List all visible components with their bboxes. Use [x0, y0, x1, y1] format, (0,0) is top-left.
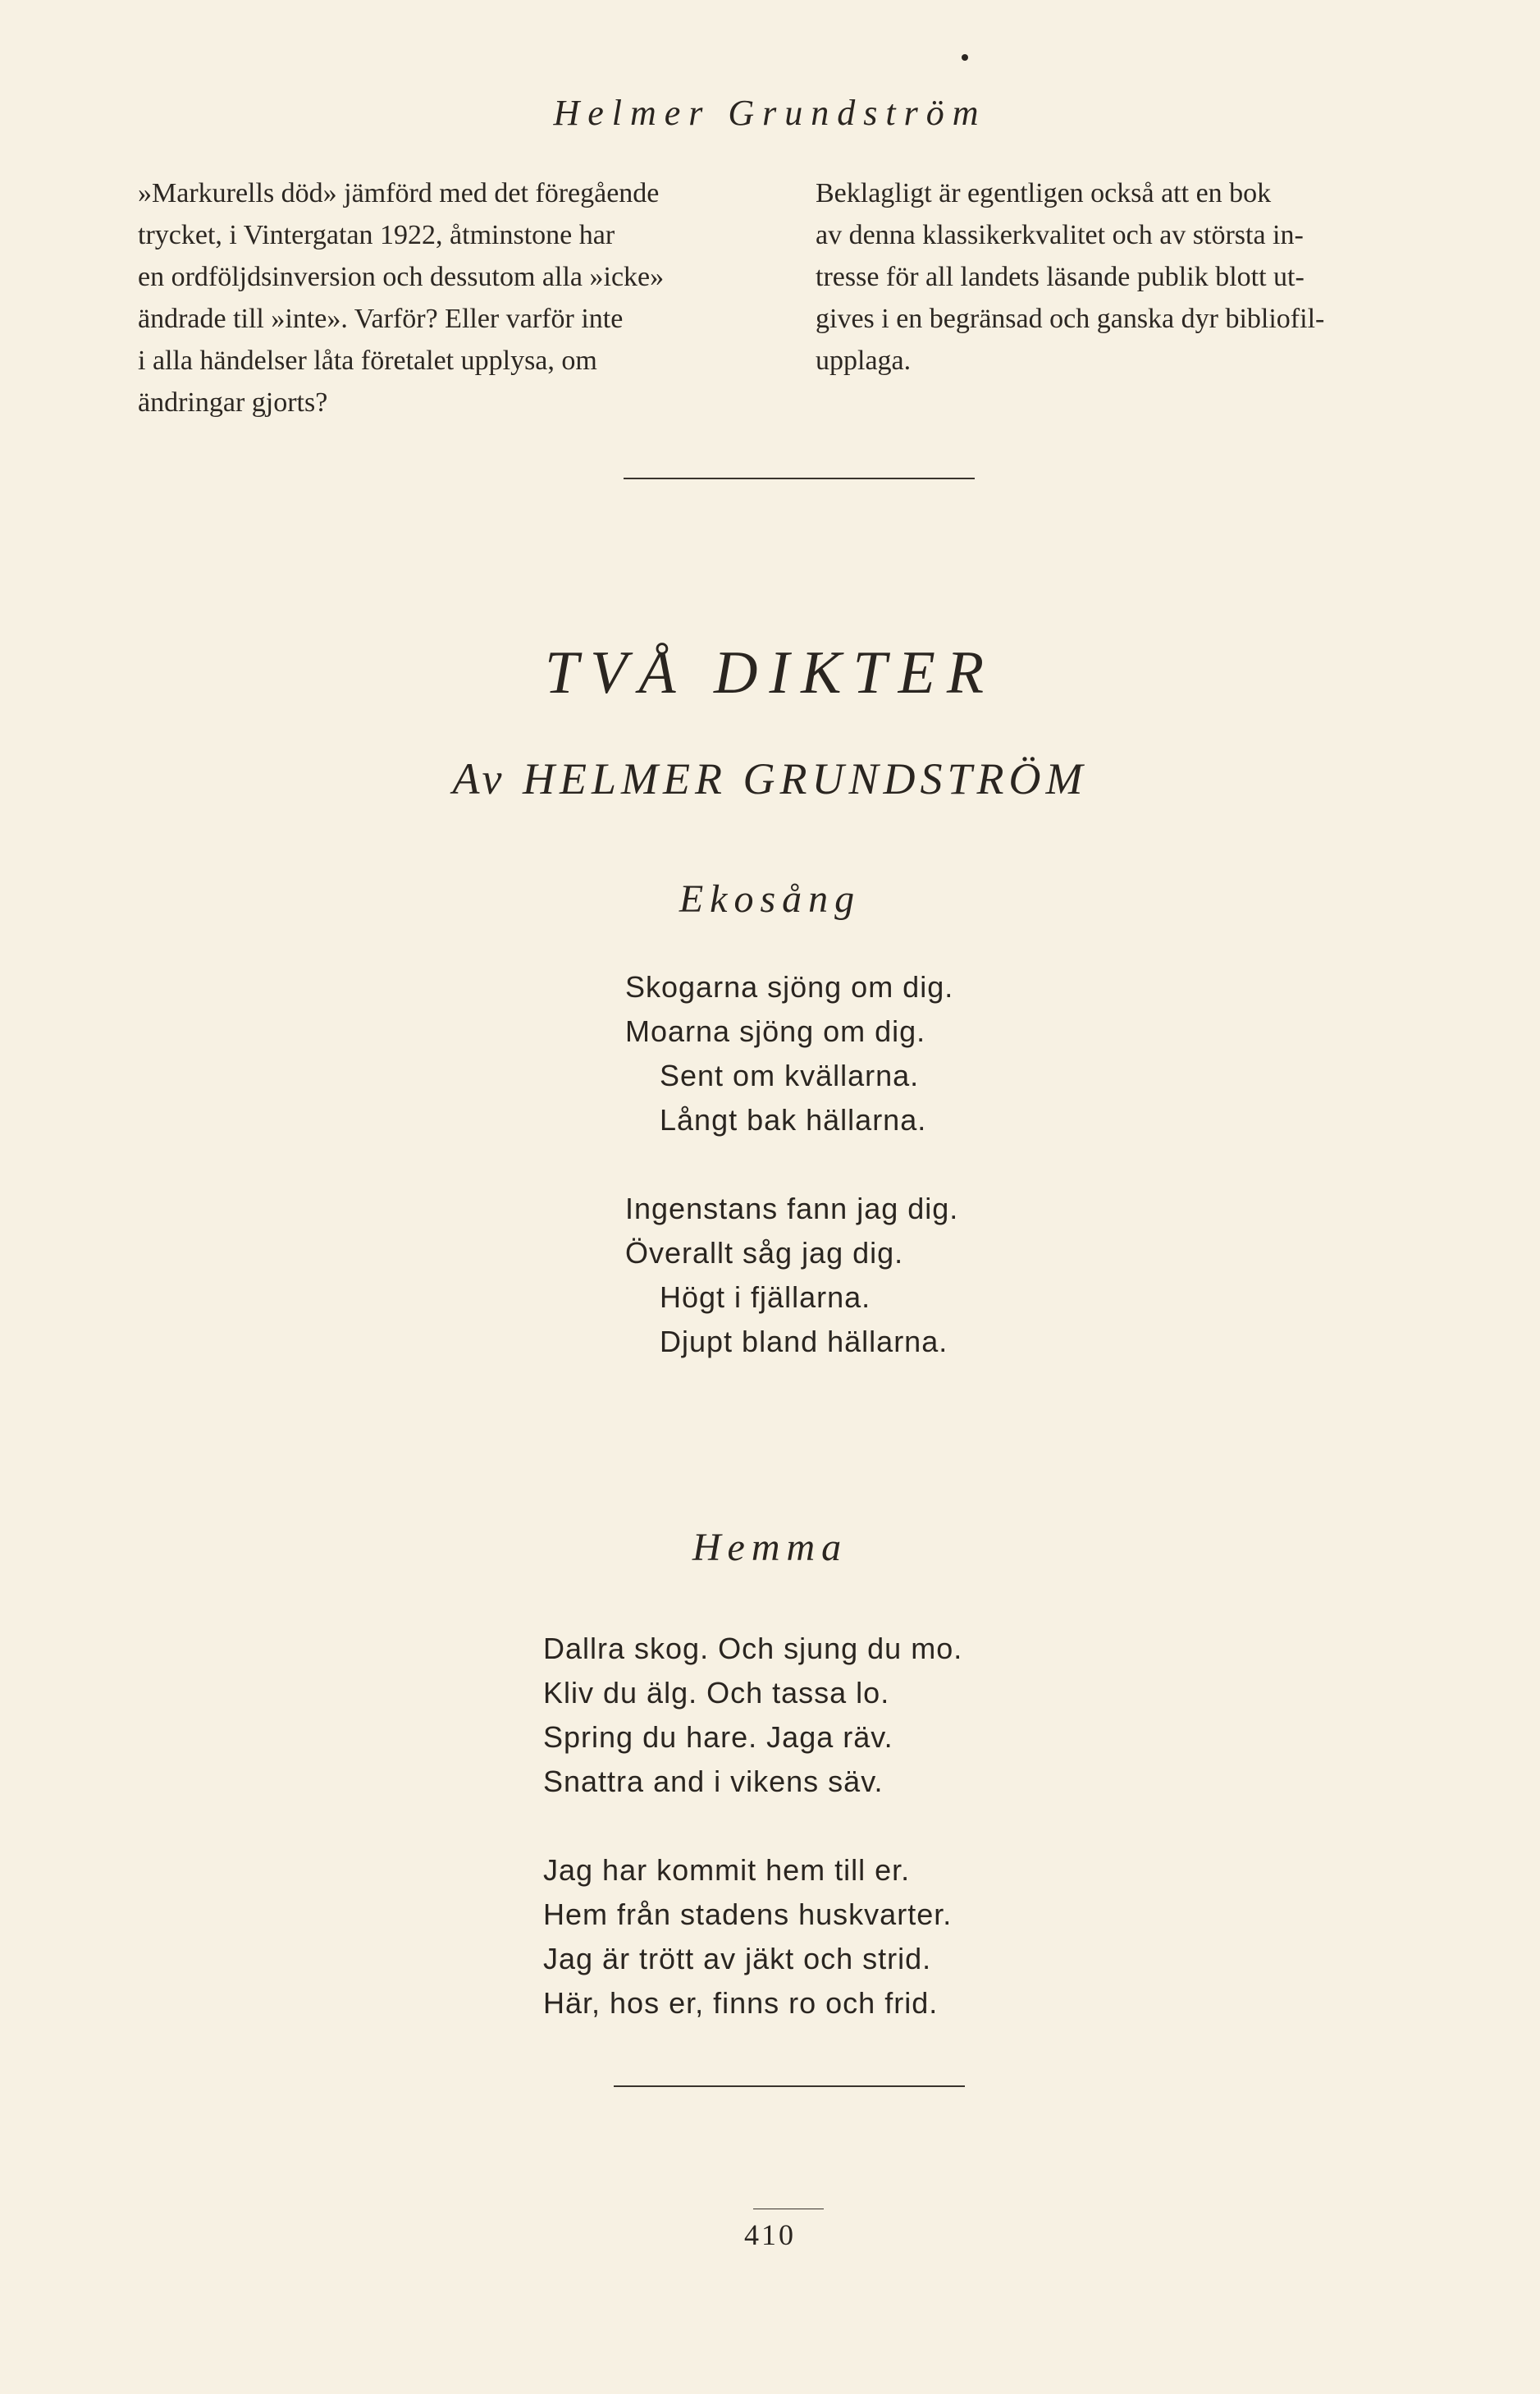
poem-line: Sent om kvällarna. [660, 1059, 920, 1092]
stanza [625, 965, 958, 1142]
left-column-line: ändrade till »inte». Varför? Eller varför inte [138, 304, 624, 334]
left-column-line: trycket, i Vintergatan 1922, åtminstone har [138, 220, 615, 250]
poem-line: Överallt såg jag dig. [625, 1236, 904, 1270]
left-column-line: »Markurells död» jämförd med det föregående [138, 178, 660, 208]
right-column-line: upplaga. [816, 346, 912, 376]
left-column [138, 172, 794, 423]
stanza [543, 1848, 962, 2026]
left-column-line: ändringar gjorts? [138, 387, 328, 418]
page-number: 410 [744, 2218, 796, 2251]
left-column-line: en ordföljdsinversion och dessutom alla »icke» [138, 262, 665, 292]
poem-line: Snattra and i vikens säv. [543, 1765, 884, 1798]
left-column-line: i alla händelser låta företalet upplysa, om [138, 346, 597, 376]
divider-rule [624, 478, 975, 479]
poem-line: Moarna sjöng om dig. [625, 1014, 926, 1048]
right-column-line: Beklagligt är egentligen också att en bok [816, 178, 1272, 208]
right-column-line: gives i en begränsad och ganska dyr bibliofil- [816, 304, 1325, 334]
poem-line: Jag är trött av jäkt och strid. [543, 1942, 932, 1975]
poem-line: Högt i fjällarna. [660, 1280, 871, 1314]
poem-line: Skogarna sjöng om dig. [625, 970, 954, 1004]
ink-speck [962, 54, 968, 61]
poem-line: Dallra skog. Och sjung du mo. [543, 1632, 963, 1665]
poem-line: Långt bak hällarna. [660, 1103, 927, 1137]
right-column-line: tresse för all landets läsande publik blott ut- [816, 262, 1305, 292]
divider-rule [614, 2085, 965, 2087]
poem-line: Hem från stadens huskvarter. [543, 1897, 953, 1931]
poem-title-ekosang: Ekosång [679, 877, 861, 921]
poem-line: Jag har kommit hem till er. [543, 1853, 911, 1887]
poem-ekosang [625, 965, 958, 1408]
article-byline: Av HELMER GRUNDSTRÖM [452, 754, 1088, 803]
poem-line: Här, hos er, finns ro och frid. [543, 1986, 939, 2020]
right-column-line: av denna klassikerkvalitet och av största in- [816, 220, 1304, 250]
poem-hemma [543, 1627, 962, 2070]
stanza [625, 1187, 958, 1364]
poem-line: Kliv du älg. Och tassa lo. [543, 1676, 890, 1710]
article-title: TVÅ DIKTER [544, 639, 996, 707]
poem-line: Spring du hare. Jaga räv. [543, 1720, 893, 1754]
right-column [816, 172, 1464, 382]
running-head: Helmer Grundström [553, 93, 987, 133]
poem-title-hemma: Hemma [692, 1526, 848, 1569]
poem-line: Djupt bland hällarna. [660, 1325, 948, 1358]
poem-line: Ingenstans fann jag dig. [625, 1192, 959, 1225]
stanza [543, 1627, 962, 1804]
